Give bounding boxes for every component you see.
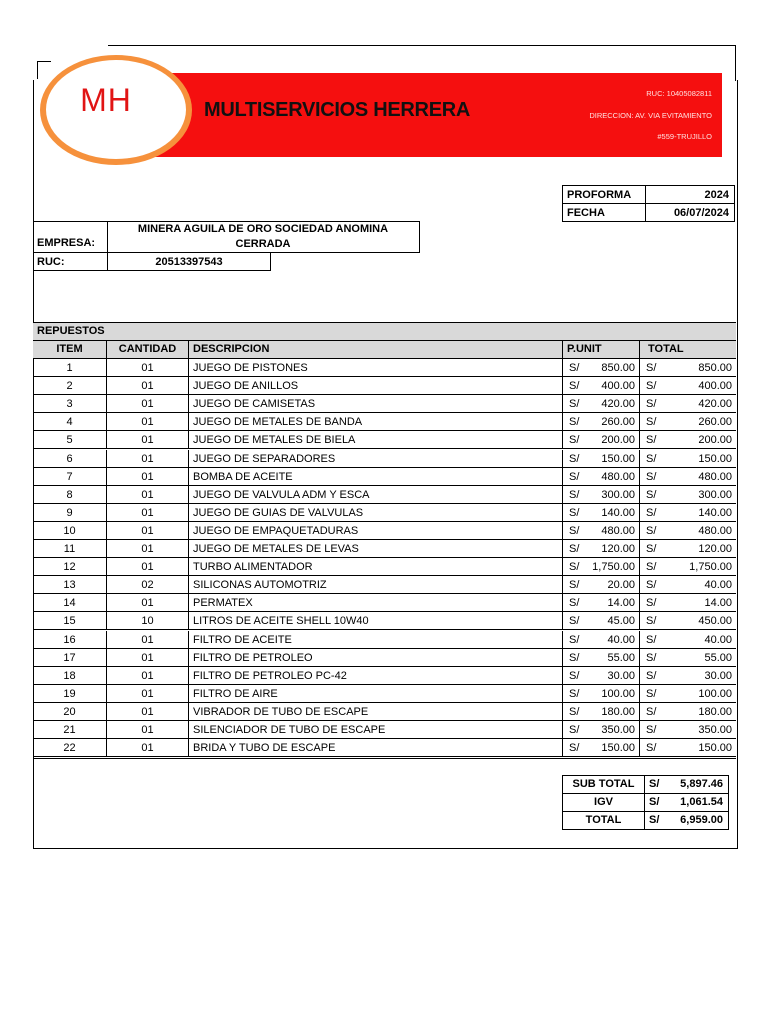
cell-punit xyxy=(563,413,640,431)
cell-total xyxy=(640,395,736,413)
cell-total xyxy=(640,377,736,395)
cell-item: 16 xyxy=(33,631,107,649)
cell-item: 2 xyxy=(33,377,107,395)
punit-amount: 260.00 xyxy=(601,416,635,429)
cell-item: 10 xyxy=(33,522,107,540)
totals-label: TOTAL xyxy=(562,812,645,830)
total-amount: 480.00 xyxy=(698,524,732,537)
total-amount: 260.00 xyxy=(698,416,732,429)
punit-amount: 55.00 xyxy=(607,651,635,664)
cell-total xyxy=(640,558,736,576)
proforma-number: 2024 xyxy=(645,185,735,204)
table-row xyxy=(33,685,736,703)
total-amount: 480.00 xyxy=(698,470,732,483)
cell-punit xyxy=(563,359,640,377)
cell-total xyxy=(640,468,736,486)
cell-total xyxy=(640,739,736,757)
totals-top-line xyxy=(562,775,729,776)
ruc-right-line xyxy=(270,252,271,271)
currency-symbol: S/ xyxy=(646,561,657,574)
proforma-label: PROFORMA xyxy=(562,185,646,204)
cell-punit xyxy=(563,594,640,612)
cell-descripcion: FILTRO DE PETROLEO xyxy=(189,649,563,667)
currency-symbol: S/ xyxy=(569,561,580,574)
cell-punit xyxy=(563,631,640,649)
table-row xyxy=(33,413,736,431)
frame-corner-mark-h xyxy=(37,61,51,62)
table-row xyxy=(33,721,736,739)
header-city: #559-TRUJILLO xyxy=(657,132,712,141)
currency-symbol: S/ xyxy=(569,669,580,682)
currency-symbol: S/ xyxy=(646,452,657,465)
currency-symbol: S/ xyxy=(569,506,580,519)
cell-punit xyxy=(563,395,640,413)
cell-descripcion: FILTRO DE AIRE xyxy=(189,685,563,703)
punit-amount: 350.00 xyxy=(601,724,635,736)
currency-symbol: S/ xyxy=(569,579,580,592)
currency-symbol: S/ xyxy=(569,416,580,429)
currency-symbol: S/ xyxy=(569,597,580,610)
currency-symbol: S/ xyxy=(646,380,657,393)
table-row xyxy=(33,359,736,377)
currency-symbol: S/ xyxy=(646,651,657,664)
cell-punit xyxy=(563,540,640,558)
punit-amount: 150.00 xyxy=(601,452,635,465)
table-row xyxy=(33,631,736,649)
cell-punit xyxy=(563,612,640,630)
totals-amount: 6,959.00 xyxy=(680,814,723,826)
cell-total xyxy=(640,450,736,468)
cell-punit xyxy=(563,486,640,504)
cell-cantidad: 01 xyxy=(107,377,189,395)
cell-item: 6 xyxy=(33,450,107,468)
cell-punit xyxy=(563,522,640,540)
cell-cantidad: 01 xyxy=(107,413,189,431)
cell-punit xyxy=(563,721,640,739)
cell-punit xyxy=(563,450,640,468)
cell-cantidad: 01 xyxy=(107,450,189,468)
currency-symbol: S/ xyxy=(646,506,657,519)
cell-punit xyxy=(563,667,640,685)
fecha-value: 06/07/2024 xyxy=(645,203,735,222)
cell-cantidad: 01 xyxy=(107,395,189,413)
cell-item: 12 xyxy=(33,558,107,576)
cell-total xyxy=(640,413,736,431)
cell-descripcion: LITROS DE ACEITE SHELL 10W40 xyxy=(189,612,563,630)
cell-cantidad: 01 xyxy=(107,649,189,667)
total-amount: 450.00 xyxy=(698,615,732,628)
cell-cantidad: 01 xyxy=(107,703,189,721)
cell-punit xyxy=(563,431,640,449)
cell-punit xyxy=(563,649,640,667)
cell-total xyxy=(640,667,736,685)
cell-cantidad: 01 xyxy=(107,431,189,449)
cell-item: 7 xyxy=(33,468,107,486)
punit-amount: 45.00 xyxy=(607,615,635,628)
currency-symbol: S/ xyxy=(569,362,580,374)
totals-row xyxy=(562,794,729,812)
cell-item: 8 xyxy=(33,486,107,504)
cell-descripcion: JUEGO DE CAMISETAS xyxy=(189,395,563,413)
totals-amount: 5,897.46 xyxy=(680,778,723,790)
cell-total xyxy=(640,612,736,630)
client-ruc-value: 20513397543 xyxy=(155,256,223,268)
currency-symbol: S/ xyxy=(646,705,657,718)
cell-descripcion: JUEGO DE SEPARADORES xyxy=(189,450,563,468)
table-row xyxy=(33,395,736,413)
currency-symbol: S/ xyxy=(646,488,657,501)
col-header-total: TOTAL xyxy=(640,341,736,359)
cell-total xyxy=(640,594,736,612)
table-end-line xyxy=(33,758,736,759)
total-amount: 120.00 xyxy=(698,543,732,555)
table-row xyxy=(33,739,736,757)
cell-item: 20 xyxy=(33,703,107,721)
table-row xyxy=(33,594,736,612)
cell-total xyxy=(640,631,736,649)
cell-cantidad: 01 xyxy=(107,486,189,504)
cell-punit xyxy=(563,558,640,576)
currency-symbol: S/ xyxy=(569,742,580,755)
currency-symbol: S/ xyxy=(569,651,580,664)
cell-cantidad: 02 xyxy=(107,576,189,594)
cell-item: 5 xyxy=(33,431,107,449)
cell-total xyxy=(640,504,736,522)
totals-amount: 1,061.54 xyxy=(680,796,723,808)
cell-descripcion: FILTRO DE PETROLEO PC-42 xyxy=(189,667,563,685)
empresa-label: EMPRESA: xyxy=(37,237,96,249)
punit-amount: 20.00 xyxy=(607,579,635,592)
total-amount: 400.00 xyxy=(698,380,732,393)
cell-item: 11 xyxy=(33,540,107,558)
punit-amount: 30.00 xyxy=(607,669,635,682)
total-amount: 140.00 xyxy=(698,506,732,519)
table-row xyxy=(33,612,736,630)
frame-top-line xyxy=(108,45,736,46)
col-header-descripcion: DESCRIPCION xyxy=(189,341,563,359)
cell-total xyxy=(640,431,736,449)
currency-symbol: S/ xyxy=(646,615,657,628)
ruc-bottom-line xyxy=(33,270,271,271)
total-amount: 420.00 xyxy=(698,398,732,411)
currency-symbol: S/ xyxy=(646,724,657,736)
currency-symbol: S/ xyxy=(569,470,580,483)
punit-amount: 180.00 xyxy=(601,705,635,718)
currency-symbol: S/ xyxy=(646,362,657,374)
cell-cantidad: 01 xyxy=(107,522,189,540)
header-ruc: RUC: 10405082811 xyxy=(646,89,712,98)
cell-total xyxy=(640,486,736,504)
logo-text: MH xyxy=(80,82,132,118)
cell-item: 9 xyxy=(33,504,107,522)
cell-descripcion: BOMBA DE ACEITE xyxy=(189,468,563,486)
col-header-punit: P.UNIT xyxy=(563,341,640,359)
cell-item: 1 xyxy=(33,359,107,377)
punit-amount: 14.00 xyxy=(607,597,635,610)
empresa-name-line2: CERRADA xyxy=(235,238,291,250)
table-row xyxy=(33,431,736,449)
total-amount: 1,750.00 xyxy=(689,561,732,574)
totals-label: IGV xyxy=(562,794,645,812)
cell-item: 22 xyxy=(33,739,107,757)
cell-descripcion: JUEGO DE ANILLOS xyxy=(189,377,563,395)
cell-total xyxy=(640,576,736,594)
total-amount: 150.00 xyxy=(698,452,732,465)
punit-amount: 420.00 xyxy=(601,398,635,411)
total-amount: 14.00 xyxy=(704,597,732,610)
total-amount: 850.00 xyxy=(698,362,732,374)
punit-amount: 200.00 xyxy=(601,434,635,447)
cell-descripcion: BRIDA Y TUBO DE ESCAPE xyxy=(189,739,563,757)
punit-amount: 120.00 xyxy=(601,543,635,555)
cell-descripcion: JUEGO DE PISTONES xyxy=(189,359,563,377)
currency-symbol: S/ xyxy=(649,814,660,826)
punit-amount: 480.00 xyxy=(601,470,635,483)
cell-cantidad: 01 xyxy=(107,359,189,377)
cell-descripcion: SILENCIADOR DE TUBO DE ESCAPE xyxy=(189,721,563,739)
table-row xyxy=(33,504,736,522)
currency-symbol: S/ xyxy=(646,579,657,592)
cell-punit xyxy=(563,576,640,594)
currency-symbol: S/ xyxy=(646,669,657,682)
table-row xyxy=(33,576,736,594)
cell-cantidad: 01 xyxy=(107,540,189,558)
cell-punit xyxy=(563,685,640,703)
empresa-name xyxy=(108,222,418,252)
cell-descripcion: SILICONAS AUTOMOTRIZ xyxy=(189,576,563,594)
totals-row xyxy=(562,776,729,794)
table-row xyxy=(33,667,736,685)
cell-descripcion: JUEGO DE VALVULA ADM Y ESCA xyxy=(189,486,563,504)
currency-symbol: S/ xyxy=(569,488,580,501)
cell-descripcion: JUEGO DE METALES DE BANDA xyxy=(189,413,563,431)
currency-symbol: S/ xyxy=(569,724,580,736)
currency-symbol: S/ xyxy=(646,524,657,537)
punit-amount: 40.00 xyxy=(607,633,635,646)
cell-descripcion: JUEGO DE GUIAS DE VALVULAS xyxy=(189,504,563,522)
section-title: REPUESTOS xyxy=(33,322,736,341)
punit-amount: 150.00 xyxy=(601,742,635,755)
total-amount: 300.00 xyxy=(698,488,732,501)
totals-value xyxy=(645,794,729,812)
currency-symbol: S/ xyxy=(569,524,580,537)
cell-punit xyxy=(563,468,640,486)
currency-symbol: S/ xyxy=(646,742,657,755)
currency-symbol: S/ xyxy=(646,416,657,429)
total-amount: 100.00 xyxy=(698,687,732,700)
cell-punit xyxy=(563,504,640,522)
currency-symbol: S/ xyxy=(649,796,660,808)
punit-amount: 100.00 xyxy=(601,687,635,700)
total-amount: 180.00 xyxy=(698,705,732,718)
company-name: MULTISERVICIOS HERRERA xyxy=(204,99,471,121)
cell-descripcion: VIBRADOR DE TUBO DE ESCAPE xyxy=(189,703,563,721)
currency-symbol: S/ xyxy=(569,543,580,555)
table-row xyxy=(33,450,736,468)
currency-symbol: S/ xyxy=(646,434,657,447)
cell-cantidad: 10 xyxy=(107,612,189,630)
table-row xyxy=(33,522,736,540)
cell-item: 14 xyxy=(33,594,107,612)
table-row xyxy=(33,468,736,486)
total-amount: 55.00 xyxy=(704,651,732,664)
totals-label: SUB TOTAL xyxy=(562,776,645,794)
cell-total xyxy=(640,359,736,377)
cell-item: 18 xyxy=(33,667,107,685)
table-row xyxy=(33,649,736,667)
currency-symbol: S/ xyxy=(646,543,657,555)
cell-cantidad: 01 xyxy=(107,739,189,757)
cell-cantidad: 01 xyxy=(107,504,189,522)
cell-item: 21 xyxy=(33,721,107,739)
currency-symbol: S/ xyxy=(646,398,657,411)
currency-symbol: S/ xyxy=(646,470,657,483)
punit-amount: 850.00 xyxy=(601,362,635,374)
cell-item: 3 xyxy=(33,395,107,413)
fecha-label: FECHA xyxy=(562,203,646,222)
empresa-name-line1: MINERA AGUILA DE ORO SOCIEDAD ANOMINA xyxy=(137,223,389,235)
header-address: DIRECCION: AV. VIA EVITAMIENTO xyxy=(589,111,712,120)
total-amount: 40.00 xyxy=(704,579,732,592)
currency-symbol: S/ xyxy=(649,778,660,790)
cell-item: 19 xyxy=(33,685,107,703)
cell-descripcion: TURBO ALIMENTADOR xyxy=(189,558,563,576)
total-amount: 40.00 xyxy=(704,633,732,646)
punit-amount: 300.00 xyxy=(601,488,635,501)
currency-symbol: S/ xyxy=(646,687,657,700)
cell-total xyxy=(640,649,736,667)
cell-cantidad: 01 xyxy=(107,558,189,576)
cell-total xyxy=(640,540,736,558)
punit-amount: 400.00 xyxy=(601,380,635,393)
cell-punit xyxy=(563,703,640,721)
col-header-cantidad: CANTIDAD xyxy=(107,341,189,359)
currency-symbol: S/ xyxy=(569,615,580,628)
client-ruc-label: RUC: xyxy=(37,256,65,268)
currency-symbol: S/ xyxy=(569,633,580,646)
cell-descripcion: PERMATEX xyxy=(189,594,563,612)
currency-symbol: S/ xyxy=(569,452,580,465)
currency-symbol: S/ xyxy=(646,633,657,646)
frame-right-line xyxy=(735,45,736,81)
cell-total xyxy=(640,703,736,721)
punit-amount: 1,750.00 xyxy=(592,561,635,574)
cell-item: 13 xyxy=(33,576,107,594)
total-amount: 350.00 xyxy=(698,724,732,736)
currency-symbol: S/ xyxy=(646,597,657,610)
cell-descripcion: JUEGO DE EMPAQUETADURAS xyxy=(189,522,563,540)
frame-corner-mark xyxy=(37,61,38,79)
cell-total xyxy=(640,685,736,703)
cell-cantidad: 01 xyxy=(107,685,189,703)
cell-cantidad: 01 xyxy=(107,594,189,612)
col-header-item: ITEM xyxy=(33,341,107,359)
cell-total xyxy=(640,721,736,739)
total-amount: 150.00 xyxy=(698,742,732,755)
totals-row xyxy=(562,812,729,830)
cell-cantidad: 01 xyxy=(107,468,189,486)
cell-item: 4 xyxy=(33,413,107,431)
totals-value xyxy=(645,776,729,794)
currency-symbol: S/ xyxy=(569,687,580,700)
cell-descripcion: JUEGO DE METALES DE BIELA xyxy=(189,431,563,449)
cell-punit xyxy=(563,377,640,395)
total-amount: 30.00 xyxy=(704,669,732,682)
table-row xyxy=(33,486,736,504)
cell-descripcion: FILTRO DE ACEITE xyxy=(189,631,563,649)
cell-cantidad: 01 xyxy=(107,667,189,685)
table-row xyxy=(33,377,736,395)
currency-symbol: S/ xyxy=(569,398,580,411)
currency-symbol: S/ xyxy=(569,380,580,393)
currency-symbol: S/ xyxy=(569,705,580,718)
total-amount: 200.00 xyxy=(698,434,732,447)
totals-value xyxy=(645,812,729,830)
cell-item: 15 xyxy=(33,612,107,630)
cell-cantidad: 01 xyxy=(107,721,189,739)
currency-symbol: S/ xyxy=(569,434,580,447)
table-row xyxy=(33,703,736,721)
table-row xyxy=(33,558,736,576)
table-row xyxy=(33,540,736,558)
punit-amount: 480.00 xyxy=(601,524,635,537)
cell-item: 17 xyxy=(33,649,107,667)
cell-punit xyxy=(563,739,640,757)
cell-descripcion: JUEGO DE METALES DE LEVAS xyxy=(189,540,563,558)
punit-amount: 140.00 xyxy=(601,506,635,519)
cell-cantidad: 01 xyxy=(107,631,189,649)
cell-total xyxy=(640,522,736,540)
